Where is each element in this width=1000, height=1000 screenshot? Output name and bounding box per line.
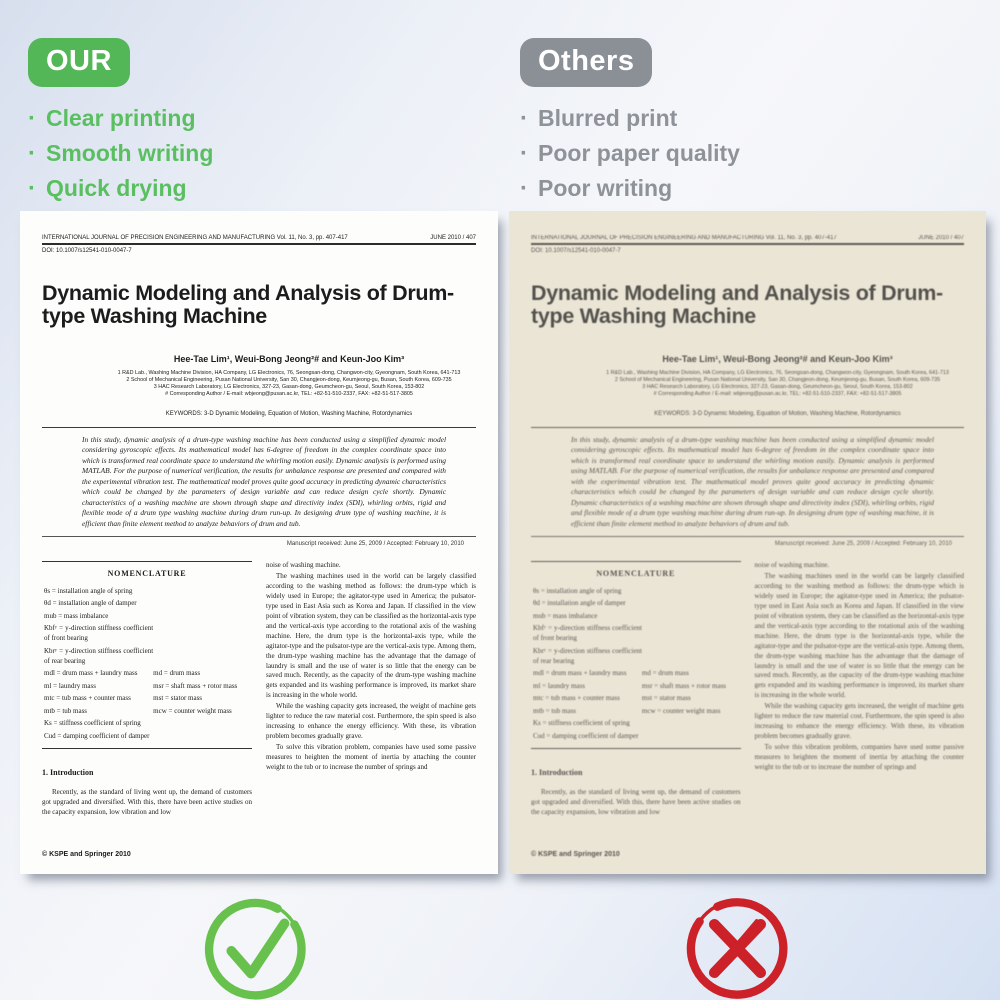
- our-bullet-item: · Clear printing: [28, 101, 213, 136]
- nomenclature-row: Cud = damping coefficient of damper: [44, 731, 150, 740]
- journal-header: [42, 235, 476, 245]
- abstract-text: In this study, dynamic analysis of a drum-type washing machine has been conducted using a simplified dynamic model considering gyroscopic effects. Its mathematical model has 6-degree of freedom in the complex coordinate space into which is transformed real coordinate space to understand the whirling motion easily. Dynamic analysis is performed using MATLAB. For the purpose of numerical verification, the results for unbalance response are presented and compared with the experimental vibration test. The mathematical model proves quite good accuracy in predicting dynamic characteristics which could be changed by the parameters of design variable and can reduce design cycle shortly. Dynamic characteristics of a washing machine are shown through shape and directivity index (SDI), whirling orbits, rigid and flexible mode of a drum type washing machine during drum run-up. In designing drum type of washing machine, it is efficient than finite element method to analyze behaviors of drum and tub.: [82, 434, 446, 528]
- introduction-heading: 1. Introduction: [42, 767, 94, 777]
- our-bullet-item: · Quick drying: [28, 171, 213, 206]
- nomenclature-row: mtc = tub mass + counter mass mst = stator mass: [533, 694, 691, 703]
- affiliation-line: 3 HAC Research Laboratory, LG Electronics, 327-23, Gasan-dong, Geumcheon-gu, Seoul, South Korea, 153-802: [153, 384, 425, 391]
- journal-header: [531, 235, 964, 245]
- others-bullet-item: · Poor paper quality: [520, 136, 740, 171]
- affiliations: [42, 370, 476, 398]
- paper-blurred: [509, 211, 986, 874]
- journal-title: INTERNATIONAL JOURNAL OF PRECISION ENGINEERING AND MANUFACTURING Vol. 11, No. 3, pp. 407-417: [531, 235, 837, 241]
- nomenclature-row: mdl = drum mass + laundry mass md = drum mass: [533, 669, 689, 678]
- introduction-text: Recently, as the standard of living went up, the demand of customers got upgraded and diversified. With this, there have been active studies on the capacity expansion, low vibration and low: [531, 787, 741, 816]
- nomenclature-row: Kbrʸ = y-direction stiffness coefficient of rear bearing: [44, 646, 154, 665]
- abstract-text: In this study, dynamic analysis of a drum-type washing machine has been conducted using a simplified dynamic model considering gyroscopic effects. Its mathematical model has 6-degree of freedom in the complex coordinate space into which is transformed real coordinate space to understand the whirling motion easily. Dynamic analysis is performed using MATLAB. For the purpose of numerical verification, the results for unbalance response are presented and compared with the experimental vibration test. The mathematical model proves quite good accuracy in predicting dynamic characteristics which could be changed by the parameters of design variable and can reduce design cycle shortly. Dynamic characteristics of a washing machine are shown through shape and directivity index (SDI), whirling orbits, rigid and flexible mode of a drum type washing machine during drum run-up. In designing drum type of washing machine, it is efficient than finite element method to analyze behaviors of drum and tub.: [571, 434, 934, 528]
- nomenclature-row: mtb = tub mass mcw = counter weight mass: [533, 706, 721, 715]
- nomenclature-row: Kbfʸ = y-direction stiffness coefficient of front bearing: [44, 624, 154, 643]
- nomenclature-row: ml = laundry mass msr = shaft mass + rotor mass: [533, 681, 727, 690]
- affiliations: [531, 370, 964, 398]
- body-paragraph: noise of washing machine.: [754, 561, 830, 570]
- nomenclature-row: Kbrʸ = y-direction stiffness coefficient of rear bearing: [533, 646, 642, 665]
- body-paragraph: noise of washing machine.: [266, 561, 341, 570]
- authors-line: Hee-Tae Lim¹, Weui-Bong Jeong²# and Keun-Joo Kim³: [173, 354, 405, 365]
- our-bullet-item: · Smooth writing: [28, 136, 213, 171]
- affiliation-line: 1 R&D Lab., Washing Machine Division, HA Company, LG Electronics, 76, Seongsan-dong, Changwon-city, Gyeongnam, South Korea, 641-713: [117, 370, 461, 377]
- our-bullet-list: [28, 101, 213, 206]
- left-column: [531, 561, 741, 860]
- nomenclature-row: θs = installation angle of spring: [533, 586, 622, 595]
- manuscript-dates: Manuscript received: June 25, 2009 / Accepted: February 10, 2010: [531, 536, 964, 547]
- nomenclature-row: Ks = stiffness coefficient of spring: [533, 719, 630, 728]
- two-column-body: [42, 561, 476, 860]
- divider: [531, 427, 964, 428]
- others-badge: Others: [520, 38, 652, 87]
- right-column: [266, 561, 476, 860]
- copyright-line: © KSPE and Springer 2010: [42, 851, 131, 859]
- divider: [42, 427, 476, 428]
- journal-issue: JUNE 2010 / 407: [918, 235, 964, 241]
- body-paragraph: While the washing capacity gets increased, the weight of machine gets lighter to reduce the raw material cost. Furthermore, the spin speed is also increasing to enhance the energy efficiency. With these, its vibration problem becomes gradually grave.: [754, 702, 964, 741]
- affiliation-line: 2 School of Mechanical Engineering, Pusan National University, San 30, Changjeon-dong, Keumjeong-gu, Busan, South Korea, 609-735: [126, 377, 452, 384]
- our-badge: OUR: [28, 38, 130, 87]
- nomenclature-box: [42, 561, 252, 748]
- nomenclature-row: Ks = stiffness coefficient of spring: [44, 719, 141, 728]
- doi-line: DOI: 10.1007/s12541-010-0047-7: [531, 248, 621, 254]
- others-bullet-item: · Blurred print: [520, 101, 740, 136]
- nomenclature-row: mub = mass imbalance: [44, 611, 109, 620]
- paper-page: [20, 211, 498, 874]
- nomenclature-box: [531, 561, 741, 748]
- affiliation-line: 2 School of Mechanical Engineering, Pusan National University, San 30, Changjeon-dong, Keumjeong-gu, Busan, South Korea, 609-735: [614, 377, 941, 384]
- affiliation-line: # Corresponding Author / E-mail: wbjeong@pusan.ac.kr, TEL: +82-51-510-2337, FAX: +82-51-517-3805: [653, 391, 902, 398]
- nomenclature-title: NOMENCLATURE: [596, 569, 676, 579]
- others-bullet-item: · Poor writing: [520, 171, 740, 206]
- nomenclature-list: [44, 587, 250, 742]
- others-bullet-list: [520, 101, 740, 206]
- keywords-line: KEYWORDS: 3-D Dynamic Modeling, Equation of Motion, Washing Machine, Rotordynamics: [165, 410, 413, 417]
- affiliation-line: 1 R&D Lab., Washing Machine Division, HA Company, LG Electronics, 76, Seongsan-dong, Changwon-city, Gyeongnam, South Korea, 641-713: [606, 370, 949, 377]
- cross-circle-icon: [678, 889, 796, 1000]
- nomenclature-row: mub = mass imbalance: [533, 611, 598, 620]
- journal-title: INTERNATIONAL JOURNAL OF PRECISION ENGINEERING AND MANUFACTURING Vol. 11, No. 3, pp. 407-417: [42, 235, 348, 241]
- copyright-line: © KSPE and Springer 2010: [531, 851, 620, 859]
- journal-issue: JUNE 2010 / 407: [430, 235, 476, 241]
- nomenclature-row: mtb = tub mass mcw = counter weight mass: [44, 706, 232, 715]
- affiliation-line: # Corresponding Author / E-mail: wbjeong@pusan.ac.kr, TEL: +82-51-510-2337, FAX: +82-51-517-3805: [165, 391, 413, 398]
- body-paragraph: The washing machines used in the world can be largely classified according to the washing method as follows: the drum-type which is widely used in Europe; the agitator-type used in America; the pulsator-type used in East Asia such as Korea and Japan. If classified in the view point of vibration system, they can be classified as the horizontal-axis type and the vertical-axis type according to the rotational axis of the washing machine. Here, the drum type is the horizontal-axis type, while the agitator-type and the pulsator-type are the vertical-axis type. Among them, the drum-type washing machine has the advantage that the damage of laundry is small and the use of water is so little that the energy can be saved much. Recently, as the capacity of the drum-type washing machine gets expanded and its washing performance is improved, its market share is increasing in the whole world.: [754, 572, 964, 700]
- paper-clear: [20, 211, 498, 874]
- doi-line: DOI: 10.1007/s12541-010-0047-7: [42, 248, 132, 254]
- nomenclature-row: ml = laundry mass msr = shaft mass + rotor mass: [44, 681, 238, 690]
- introduction-text: Recently, as the standard of living went up, the demand of customers got upgraded and diversified. With this, there have been active studies on the capacity expansion, low vibration and low: [42, 787, 252, 816]
- nomenclature-row: mtc = tub mass + counter mass mst = stator mass: [44, 694, 203, 703]
- others-section-header: [520, 38, 740, 206]
- authors-line: Hee-Tae Lim¹, Weui-Bong Jeong²# and Keun-Joo Kim³: [662, 354, 893, 365]
- check-circle-icon: [196, 890, 314, 1000]
- nomenclature-row: θd = installation angle of damper: [533, 599, 626, 608]
- body-paragraph: While the washing capacity gets increased, the weight of machine gets lighter to reduce the raw material cost. Furthermore, the spin speed is also increasing to enhance the energy efficiency. With these, its vibration problem becomes gradually grave.: [266, 702, 476, 741]
- left-column: [42, 561, 252, 860]
- paper-page: [509, 211, 986, 874]
- body-paragraph: To solve this vibration problem, companies have used some passive measures to heighten the moment of inertia by attaching the counter weight to the tub or to increase the number of springs and: [754, 743, 964, 771]
- our-section-header: [28, 38, 213, 206]
- paper-title: Dynamic Modeling and Analysis of Drum-type Washing Machine: [531, 281, 943, 329]
- nomenclature-row: Kbfʸ = y-direction stiffness coefficient of front bearing: [533, 624, 642, 643]
- nomenclature-list: [533, 587, 739, 742]
- keywords-line: KEYWORDS: 3-D Dynamic Modeling, Equation of Motion, Washing Machine, Rotordynamics: [654, 410, 901, 417]
- introduction-heading: 1. Introduction: [531, 767, 583, 777]
- manuscript-dates: Manuscript received: June 25, 2009 / Accepted: February 10, 2010: [42, 536, 476, 547]
- nomenclature-row: mdl = drum mass + laundry mass md = drum mass: [44, 669, 201, 678]
- body-paragraph: To solve this vibration problem, companies have used some passive measures to heighten the moment of inertia by attaching the counter weight to the tub or to increase the number of springs and: [266, 743, 476, 771]
- right-column: [755, 561, 965, 860]
- nomenclature-row: θs = installation angle of spring: [44, 586, 133, 595]
- body-paragraph: The washing machines used in the world can be largely classified according to the washing method as follows: the drum-type which is widely used in Europe; the agitator-type used in America; the pulsator-type used in East Asia such as Korea and Japan. If classified in the view point of vibration system, they can be classified as the horizontal-axis type and the vertical-axis type according to the rotational axis of the washing machine. Here, the drum type is the horizontal-axis type, while the agitator-type and the pulsator-type are the vertical-axis type. Among them, the drum-type washing machine has the advantage that the damage of laundry is small and the use of water is so little that the energy can be saved much. Recently, as the capacity of the drum-type washing machine gets expanded and its washing performance is improved, its market share is increasing in the whole world.: [266, 572, 476, 700]
- nomenclature-row: θd = installation angle of damper: [44, 599, 137, 608]
- affiliation-line: 3 HAC Research Laboratory, LG Electronics, 327-23, Gasan-dong, Geumcheon-gu, Seoul, South Korea, 153-802: [642, 384, 913, 391]
- nomenclature-row: Cud = damping coefficient of damper: [533, 731, 639, 740]
- paper-title: Dynamic Modeling and Analysis of Drum-type Washing Machine: [42, 281, 454, 329]
- two-column-body: [531, 561, 964, 860]
- nomenclature-title: NOMENCLATURE: [107, 569, 187, 579]
